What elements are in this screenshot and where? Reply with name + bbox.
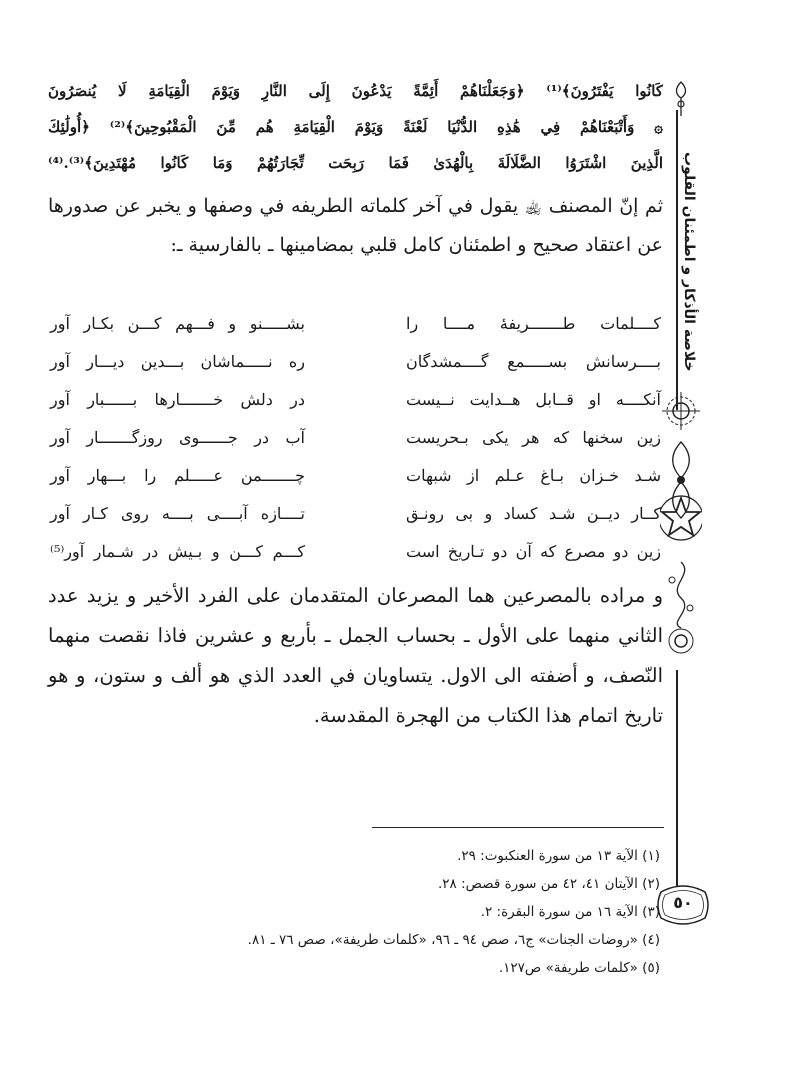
hemistich-second: تــــازه آبــــى بــــه روى كـار آور — [50, 504, 305, 523]
footnote: (١) الآية ١٣ من سورة العنكبوت: ٢٩. — [457, 848, 660, 864]
margin-rule-bottom — [676, 670, 678, 890]
footnote-rule — [372, 827, 664, 828]
quran-line: الَّذِينَ اشْتَرَوُا الضَّلَالَةَ بِالْهُدَىٰ فَمَا رَبِحَت تِّجَارَتُهُمْ وَمَا كَانُوا مُهْتَدِينَ﴾⁽³⁾.⁽⁴⁾ — [48, 154, 663, 172]
hemistich-first: شـد خـزان بـاغ عـلم از شبهات — [406, 466, 661, 485]
footnotes — [100, 842, 660, 982]
hemistich-second: ره نـــــماشان بـــدين ديـــار آور — [50, 352, 305, 371]
ornament-floral-icon — [660, 390, 702, 432]
footnote: (٥) «كلمات طريفة» ص١٢٧. — [498, 960, 660, 976]
poem-verse — [48, 381, 663, 419]
closing-paragraph: و مراده بالمصرعين هما المصرعان المتقدمان على الفرد الأخير و يزيد عدد الثاني منهما على الأول ـ بحساب الجمل ـ بأربع و عشرين فاذا نقصت منهما النّصف، و أضفته الى الاول. يتساويان في العدد الذي هو ألف و ستون، و هو تاريخ اتمام هذا الكتاب من الهجرة المقدسة. — [48, 584, 663, 727]
footnote: (٤) «روضات الجنات» ج٦، صص ٩٤ ـ ٩٦، «كلمات طريفة»، صص ٧٦ ـ ٨١. — [247, 932, 660, 948]
poem-verse — [48, 305, 663, 343]
hemistich-second: آب در جــــــوى روزگـــــــار آور — [50, 428, 305, 447]
running-head: خلاصة الأذكار و اطمئنان القلوب — [681, 152, 697, 372]
poem-verse — [48, 419, 663, 457]
ornament-top-icon — [660, 78, 702, 120]
intro-paragraph: ثم إنّ المصنف ﵀ يقول في آخر كلماته الطريفه في وصفها و يخبر عن صدورها عن اعتقاد صحيح و اطمئنان كامل قلبي بمضامينها ـ بالفارسية ـ: — [48, 195, 663, 256]
hemistich-first: بــــرسانش بســـــمع گــــمشدگان — [406, 352, 661, 371]
hemistich-first: زين دو مصرع كه آن دو تـاريخ است — [406, 542, 661, 561]
hemistich-first: آنكــــه او قــابل هــدايت نــيست — [406, 390, 661, 409]
persian-poem — [48, 305, 663, 571]
ornament-rosette-icon — [660, 620, 702, 662]
hemistich-second: در دلش خـــــــارها بــــــبار آور — [50, 390, 305, 409]
poem-verse — [48, 495, 663, 533]
hemistich-second: بشـــــنو و فـــهم كـــن بكـار آور — [50, 314, 305, 333]
hemistich-first: كــــلمات طـــــــريفهٔ مــــا را — [406, 314, 661, 333]
quran-line: ۞ وَأَتْبَعْنَاهُمْ فِي هَٰذِهِ الدُّنْيَا لَعْنَةً وَيَوْمَ الْقِيَامَةِ هُم مِّنَ الْمَقْبُوحِينَ﴾⁽²⁾ ﴿أُولَٰئِكَ — [48, 118, 663, 136]
hemistich-second: چـــــــمن عـــــلم را بـــهار آور — [50, 466, 305, 485]
page-number: ٥٠ — [673, 893, 693, 912]
quran-verses — [48, 73, 663, 181]
ornament-star-medallion-icon — [660, 490, 702, 550]
footnote: (٢) الآيتان ٤١، ٤٢ من سورة قصص: ٢٨. — [437, 876, 660, 892]
quran-line: كَانُوا يَفْتَرُونَ﴾⁽¹⁾ ﴿وَجَعَلْنَاهُمْ أَئِمَّةً يَدْعُونَ إِلَى النَّارِ وَيَوْمَ الْقِيَامَةِ لَا يُنصَرُونَ — [48, 82, 663, 100]
footnote: (٣) الآية ١٦ من سورة البقرة: ٢. — [480, 904, 660, 920]
poem-verse — [48, 457, 663, 495]
hemistich-first: زين سخنها كه هر يكى بـحريست — [406, 428, 661, 447]
hemistich-second: كـــم كـــن و بـيش در شـمار آور⁽⁵⁾ — [50, 542, 305, 561]
poem-verse — [48, 343, 663, 381]
poem-verse — [48, 533, 663, 571]
hemistich-first: كــار ديــن شـد كساد و بى رونـق — [406, 504, 661, 523]
